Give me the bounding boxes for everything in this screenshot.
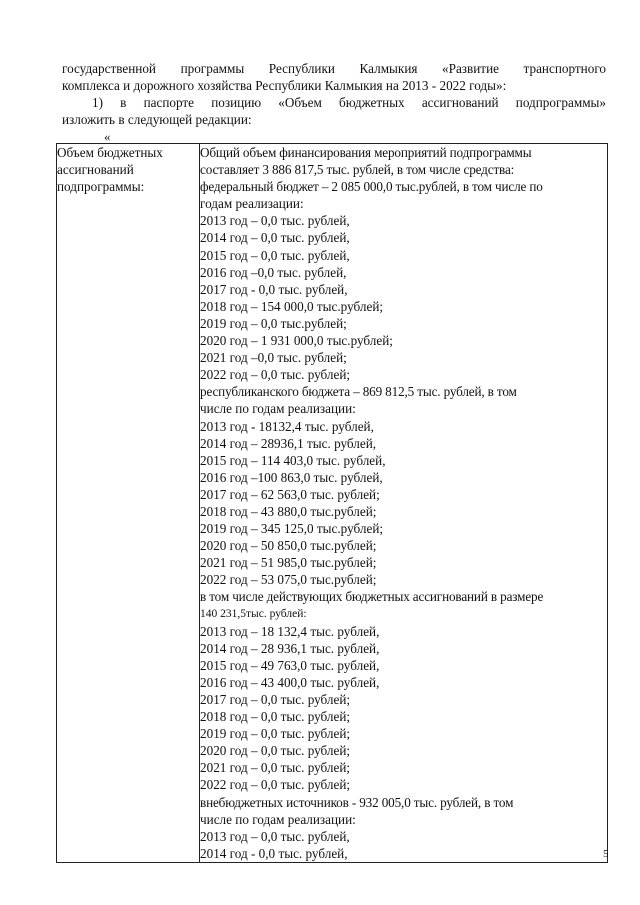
content-line: числе по годам реализации: — [200, 401, 356, 417]
content-line: 2019 год – 0,0 тыс. рублей; — [200, 726, 351, 742]
content-line: 2013 год – 18 132,4 тыс. рублей, — [200, 623, 380, 639]
content-line: 2017 год – 62 563,0 тыс. рублей; — [200, 486, 380, 502]
intro-line-1: государственной программы Республики Калмыкия «Развитие транспортного — [62, 61, 606, 76]
content-line: составляет 3 886 817,5 тыс. рублей, в том числе средства: — [200, 162, 515, 178]
content-line: 2020 год – 50 850,0 тыс.рублей; — [200, 538, 377, 554]
content-line: 2019 год – 0,0 тыс.рублей; — [200, 315, 347, 331]
content-line: годам реализации: — [200, 196, 304, 212]
passport-table — [56, 143, 608, 863]
content-line: 2021 год –0,0 тыс. рублей; — [200, 350, 347, 366]
content-line: 2021 год – 51 985,0 тыс.рублей; — [200, 555, 377, 571]
content-line: 2016 год –100 863,0 тыс. рублей, — [200, 469, 383, 485]
content-line: 2022 год – 53 075,0 тыс.рублей; — [200, 572, 377, 588]
page-number: 5 — [603, 848, 609, 860]
row-content-cell — [200, 144, 608, 863]
row-label-cell — [57, 144, 200, 863]
content-line: 2015 год – 49 763,0 тыс. рублей, — [200, 657, 380, 673]
content-line: 2015 год – 114 403,0 тыс. рублей, — [200, 452, 386, 468]
content-line: 2014 год – 0,0 тыс. рублей, — [200, 230, 350, 246]
content-line: федеральный бюджет – 2 085 000,0 тыс.рублей, в том числе по — [200, 179, 543, 195]
intro-line-2: комплекса и дорожного хозяйства Республики Калмыкия на 2013 - 2022 годы»: — [62, 78, 507, 93]
content-line: 140 231,5тыс. рублей: — [200, 607, 307, 620]
content-line: 2014 год - 0,0 тыс. рублей, — [200, 845, 348, 861]
content-line: 2022 год – 0,0 тыс. рублей; — [200, 777, 351, 793]
content-line: внебюджетных источников - 932 005,0 тыс. рублей, в том — [200, 794, 514, 810]
content-line: 2016 год –0,0 тыс. рублей, — [200, 264, 347, 280]
content-line: 2014 год – 28 936,1 тыс. рублей, — [200, 640, 380, 656]
table-row — [57, 144, 608, 863]
content-line: 2019 год – 345 125,0 тыс.рублей; — [200, 521, 384, 537]
content-line: республиканского бюджета – 869 812,5 тыс. рублей, в том — [200, 384, 517, 400]
content-line: 2017 год – 0,0 тыс. рублей; — [200, 692, 351, 707]
intro-line-3: 1) в паспорте позицию «Объем бюджетных ассигнований подпрограммы» — [92, 95, 606, 110]
content-line: 2016 год – 43 400,0 тыс. рублей, — [200, 674, 380, 690]
row-label-line: подпрограммы: — [57, 179, 145, 195]
content-line: 2020 год – 1 931 000,0 тыс.рублей; — [200, 333, 393, 349]
row-label-line: ассигнований — [57, 162, 134, 178]
content-line: 2017 год - 0,0 тыс. рублей, — [200, 281, 348, 297]
content-line: в том числе действующих бюджетных ассигнований в размере — [200, 589, 544, 605]
content-line: числе по годам реализации: — [200, 811, 356, 827]
opening-quote-mark: « — [104, 129, 111, 144]
content-line: 2018 год – 154 000,0 тыс.рублей; — [200, 298, 384, 314]
content-line: 2021 год – 0,0 тыс. рублей; — [200, 760, 351, 776]
content-line: 2018 год – 43 880,0 тыс.рублей; — [200, 503, 377, 519]
row-label-line: Объем бюджетных — [57, 145, 163, 160]
content-line: Общий объем финансирования мероприятий подпрограммы — [200, 145, 532, 160]
content-line: 2020 год – 0,0 тыс. рублей; — [200, 743, 351, 759]
content-line: 2014 год – 28936,1 тыс. рублей, — [200, 435, 377, 451]
content-line: 2013 год – 0,0 тыс. рублей, — [200, 213, 350, 229]
intro-paragraph — [62, 60, 606, 128]
content-line: 2018 год – 0,0 тыс. рублей; — [200, 709, 351, 725]
content-line: 2022 год – 0,0 тыс. рублей; — [200, 367, 351, 383]
content-line: 2013 год – 0,0 тыс. рублей, — [200, 828, 350, 844]
content-line: 2013 год - 18132,4 тыс. рублей, — [200, 418, 374, 434]
intro-line-4: изложить в следующей редакции: — [62, 112, 252, 127]
content-line: 2015 год – 0,0 тыс. рублей, — [200, 247, 350, 263]
